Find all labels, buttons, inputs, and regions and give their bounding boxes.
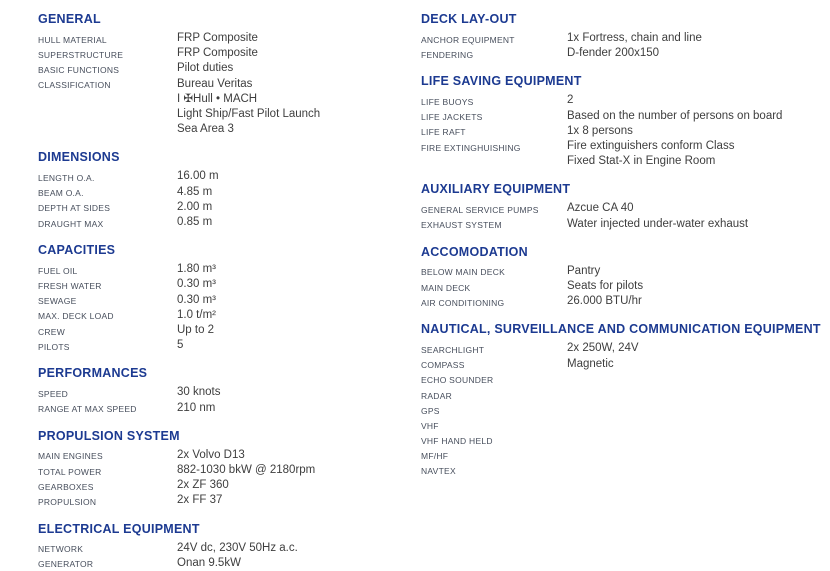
spec-label: DEPTH AT SIDES [38,203,111,214]
spec-row [38,61,412,76]
spec-value-line: 2 [567,94,574,107]
spec-value [567,387,825,402]
spec-label: SUPERSTRUCTURE [38,49,124,60]
spec-row [421,139,825,169]
spec-value-line: Seats for pilots [567,280,644,293]
section-dimensions [38,150,412,230]
spec-value [177,556,412,571]
spec-value [177,338,412,353]
spec-label: SEWAGE [38,296,77,307]
spec-row [38,541,412,556]
section-title: ELECTRICAL EQUIPMENT [38,521,200,536]
spec-row [421,109,825,124]
spec-row [38,463,412,478]
spec-label: RADAR [421,390,453,401]
spec-value-line: 5 [177,339,184,352]
spec-value [177,293,412,308]
spec-row [38,478,412,493]
spec-label: FIRE EXTINGHUISHING [421,142,521,153]
section-performances [38,366,412,415]
section-title: CAPACITIES [38,243,116,258]
spec-label: MF/HF [421,451,449,462]
spec-label: CLASSIFICATION [38,80,111,91]
spec-value-line: 26.000 BTU/hr [567,295,642,308]
spec-value-line: 2x Volvo D13 [177,448,245,461]
spec-row [421,341,825,356]
spec-label: HULL MATERIAL [38,34,107,45]
spec-value [567,124,825,139]
spec-value [177,46,412,61]
spec-value [177,61,412,76]
spec-value-line: 0.30 m³ [177,278,216,291]
spec-label: NETWORK [38,544,84,555]
spec-value-line: 30 knots [177,386,221,399]
spec-value [567,372,825,387]
spec-label: COMPASS [421,360,465,371]
spec-label: FUEL OIL [38,265,78,276]
section-title: AUXILIARY EQUIPMENT [421,182,571,197]
section-general [38,12,412,137]
spec-value [567,264,825,279]
spec-value [567,31,825,46]
spec-row [38,338,412,353]
spec-value [567,109,825,124]
spec-row [38,308,412,323]
spec-value-line: FRP Composite [177,47,258,60]
spec-value-line: 2.00 m [177,200,213,213]
spec-value [567,279,825,294]
right-column [421,12,825,491]
section-title: LIFE SAVING EQUIPMENT [421,74,582,89]
spec-value-line: 1x Fortress, chain and line [567,32,702,44]
spec-value-line: Up to 2 [177,324,215,337]
spec-row [421,402,825,417]
spec-value [177,448,412,463]
spec-value [567,46,825,61]
spec-value-line: 1.0 t/m² [177,308,216,321]
spec-value [567,201,825,216]
spec-label: GENERATOR [38,559,94,570]
spec-value-line: Bureau Veritas [177,77,253,90]
spec-value-line: 882-1030 bkW @ 2180rpm [177,464,316,477]
spec-row [38,46,412,61]
section-nautical-surveillance-and-communication-equipment [421,322,825,478]
spec-value [177,215,412,230]
spec-label: AIR CONDITIONING [421,297,505,308]
spec-row [421,463,825,478]
spec-value [567,417,825,432]
spec-row [421,294,825,309]
spec-value-line: 16.00 m [177,170,219,183]
spec-label: VHF [421,420,439,431]
spec-row [421,264,825,279]
spec-value-line: 2x ZF 360 [177,479,229,492]
spec-label: BELOW MAIN DECK [421,267,506,278]
section-life-saving-equipment [421,74,825,169]
section-title: ACCOMODATION [421,244,528,259]
spec-value-line: D-fender 200x150 [567,47,660,60]
spec-label: BASIC FUNCTIONS [38,64,120,75]
spec-row [421,372,825,387]
spec-value-line: 1x 8 persons [567,124,633,137]
spec-label: LIFE JACKETS [421,112,483,123]
spec-label: GENERAL SERVICE PUMPS [421,204,539,215]
spec-label: ECHO SOUNDER [421,375,494,386]
spec-value-line: Pantry [567,264,601,277]
spec-value [177,200,412,215]
spec-label: PROPULSION [38,496,97,507]
spec-value-line: 0.30 m³ [177,293,216,306]
spec-label: VHF HAND HELD [421,436,493,447]
spec-value [177,478,412,493]
spec-value-line: Light Ship/Fast Pilot Launch [177,108,321,121]
spec-value [567,93,825,108]
spec-value [177,31,412,46]
spec-value [177,493,412,508]
spec-value [567,448,825,463]
spec-label: CREW [38,326,65,337]
spec-value [567,357,825,372]
spec-value [567,341,825,356]
spec-label: TOTAL POWER [38,466,102,477]
section-auxiliary-equipment [421,182,825,231]
spec-row [38,215,412,230]
spec-label: EXHAUST SYSTEM [421,220,502,231]
spec-value [567,217,825,232]
section-electrical-equipment [38,522,412,571]
spec-value-line: 2x FF 37 [177,494,223,507]
spec-value-line: 1.80 m³ [177,263,216,276]
spec-label: PILOTS [38,341,70,352]
spec-value [177,169,412,184]
spec-row [38,493,412,508]
spec-label: MAIN ENGINES [38,451,103,462]
spec-row [38,262,412,277]
spec-value-line: Based on the number of persons on board [567,109,783,122]
spec-row [421,279,825,294]
spec-row [38,200,412,215]
spec-label: MAX. DECK LOAD [38,311,114,322]
spec-value [177,262,412,277]
spec-label: GEARBOXES [38,481,94,492]
section-title: PERFORMANCES [38,366,148,381]
section-propulsion-system [38,429,412,509]
spec-label: LENGTH O.A. [38,172,95,183]
spec-row [38,169,412,184]
spec-value [177,308,412,323]
spec-value [177,185,412,200]
spec-value-line: Azcue CA 40 [567,202,634,215]
spec-row [421,387,825,402]
spec-row [421,433,825,448]
spec-row [421,217,825,232]
spec-label: DRAUGHT MAX [38,218,104,229]
spec-row [38,385,412,400]
spec-value-line: 4.85 m [177,185,213,198]
spec-label: ANCHOR EQUIPMENT [421,34,515,45]
spec-label: LIFE RAFT [421,127,466,138]
spec-value-line: Fire extinguishers conform Class [567,140,735,153]
spec-value-line: 0.85 m [177,216,213,229]
spec-value-line: 24V dc, 230V 50Hz a.c. [177,541,298,554]
spec-row [38,448,412,463]
spec-label: MAIN DECK [421,282,471,293]
spec-row [421,357,825,372]
spec-row [38,401,412,416]
spec-value [177,401,412,416]
spec-row [421,124,825,139]
spec-value-line: I ✠Hull • MACH [177,92,258,105]
spec-row [38,77,412,138]
spec-value [177,277,412,292]
spec-value-line: Fixed Stat-X in Engine Room [567,155,716,168]
spec-row [421,93,825,108]
spec-value-line: Sea Area 3 [177,123,234,136]
spec-value-line: FRP Composite [177,32,258,44]
spec-value [177,77,412,138]
section-capacities [38,243,412,353]
spec-value [177,323,412,338]
spec-label: FENDERING [421,49,474,60]
spec-value [567,139,825,169]
section-title: GENERAL [38,12,101,26]
spec-row [38,556,412,571]
spec-value [177,541,412,556]
spec-label: GPS [421,405,440,416]
spec-value-line: Magnetic [567,357,614,370]
left-column [38,12,412,571]
spec-label: BEAM O.A. [38,188,84,199]
spec-row [421,201,825,216]
section-deck-lay-out [421,12,825,61]
spec-value-line: 2x 250W, 24V [567,342,639,355]
spec-label: SPEED [38,388,69,399]
spec-label: RANGE AT MAX SPEED [38,404,137,415]
spec-row [38,185,412,200]
section-title: NAUTICAL, SURVEILLANCE AND COMMUNICATION EQUIPMENT [421,322,821,337]
spec-value [177,385,412,400]
spec-label: NAVTEX [421,466,456,477]
spec-row [421,417,825,432]
spec-label: LIFE BUOYS [421,96,474,107]
spec-row [421,31,825,46]
spec-value-line: Water injected under-water exhaust [567,217,749,230]
spec-value-line: Pilot duties [177,62,234,75]
section-title: DECK LAY-OUT [421,12,517,26]
spec-row [38,277,412,292]
spec-value [567,402,825,417]
spec-value-line: 210 nm [177,401,216,414]
spec-row [421,448,825,463]
spec-row [421,46,825,61]
section-title: PROPULSION SYSTEM [38,428,180,443]
spec-label: SEARCHLIGHT [421,344,485,355]
section-title: DIMENSIONS [38,150,120,165]
spec-value [177,463,412,478]
spec-label: FRESH WATER [38,280,102,291]
spec-value [567,294,825,309]
spec-row [38,31,412,46]
section-accomodation [421,245,825,310]
spec-row [38,323,412,338]
spec-value-line: Onan 9.5kW [177,556,241,569]
spec-value [567,463,825,478]
spec-value [567,433,825,448]
spec-row [38,293,412,308]
